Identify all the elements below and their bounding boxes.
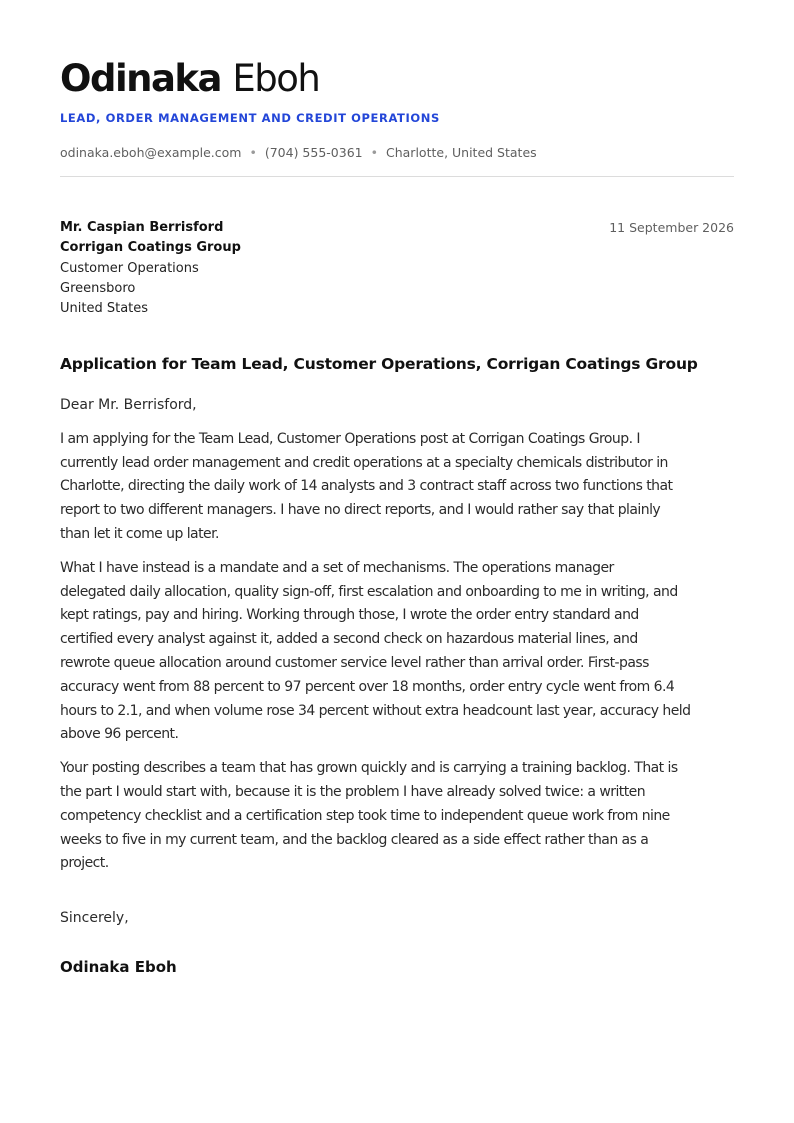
paragraph-line: hours to 2.1, and when volume rose 34 percent without extra headcount last year, accuracy held (60, 702, 691, 719)
contact-separator: • (370, 145, 378, 160)
paragraph-line: above 96 percent. (60, 726, 179, 743)
paragraph-line: I am applying for the Team Lead, Customer Operations post at Corrigan Coatings Group. I (60, 430, 640, 447)
paragraph-line: than let it come up later. (60, 525, 219, 542)
paragraph-line: competency checklist and a certification step took time to independent queue work from nine (60, 807, 670, 824)
recipient-city: Greensboro (60, 280, 136, 296)
contact-separator: • (249, 145, 257, 160)
paragraph-line: delegated daily allocation, quality sign-off, first escalation and onboarding to me in writing, and (60, 583, 678, 600)
contact-email: odinaka.eboh@example.com (60, 145, 242, 160)
paragraph-line: What I have instead is a mandate and a set of mechanisms. The operations manager (60, 559, 614, 576)
salutation: Dear Mr. Berrisford, (60, 397, 197, 413)
paragraph-line: Charlotte, directing the daily work of 14 analysts and 3 contract staff across two functions that (60, 478, 673, 495)
closing: Sincerely, (60, 910, 129, 927)
paragraph-line: project. (60, 855, 109, 872)
signature-name: Odinaka Eboh (60, 957, 177, 976)
paragraph-line: rewrote queue allocation around customer service level rather than arrival order. First-pass (60, 654, 649, 671)
paragraph-line: Your posting describes a team that has grown quickly and is carrying a training backlog. That is (60, 760, 678, 777)
applicant-last-name: Eboh (232, 57, 320, 100)
letter-date: 11 September 2026 (609, 220, 734, 235)
body-paragraph (60, 428, 734, 547)
contact-location: Charlotte, United States (386, 145, 537, 160)
paragraph-line: kept ratings, pay and hiring. Working through those, I wrote the order entry standard and (60, 607, 639, 624)
paragraph-line: the part I would start with, because it is the problem I have already solved twice: a written (60, 783, 646, 800)
recipient-name: Mr. Caspian Berrisford (60, 220, 224, 235)
paragraph-line: accuracy went from 88 percent to 97 percent over 18 months, order entry cycle went from 6.4 (60, 678, 675, 695)
contact-line (60, 144, 734, 162)
body-paragraph (60, 757, 734, 876)
recipient-department: Customer Operations (60, 260, 199, 276)
applicant-name (60, 52, 734, 106)
recipient-country: United States (60, 301, 149, 317)
cover-letter (60, 52, 734, 978)
paragraph-line: currently lead order management and credit operations at a specialty chemicals distributor in (60, 454, 668, 471)
body-paragraph (60, 557, 734, 747)
letter-subject: Application for Team Lead, Customer Operations, Corrigan Coatings Group (60, 355, 698, 373)
paragraph-line: report to two different managers. I have no direct reports, and I would rather say that plainly (60, 502, 661, 519)
applicant-first-name: Odinaka (60, 57, 222, 100)
paragraph-line: certified every analyst against it, added a second check on hazardous material lines, and (60, 631, 638, 648)
recipient-company: Corrigan Coatings Group (60, 240, 241, 256)
header-divider (60, 176, 734, 177)
applicant-job-title: LEAD, ORDER MANAGEMENT AND CREDIT OPERATIONS (60, 111, 440, 125)
letter-meta (60, 218, 734, 318)
paragraph-line: weeks to five in my current team, and the backlog cleared as a side effect rather than as a (60, 831, 649, 848)
contact-phone: (704) 555-0361 (264, 145, 363, 160)
